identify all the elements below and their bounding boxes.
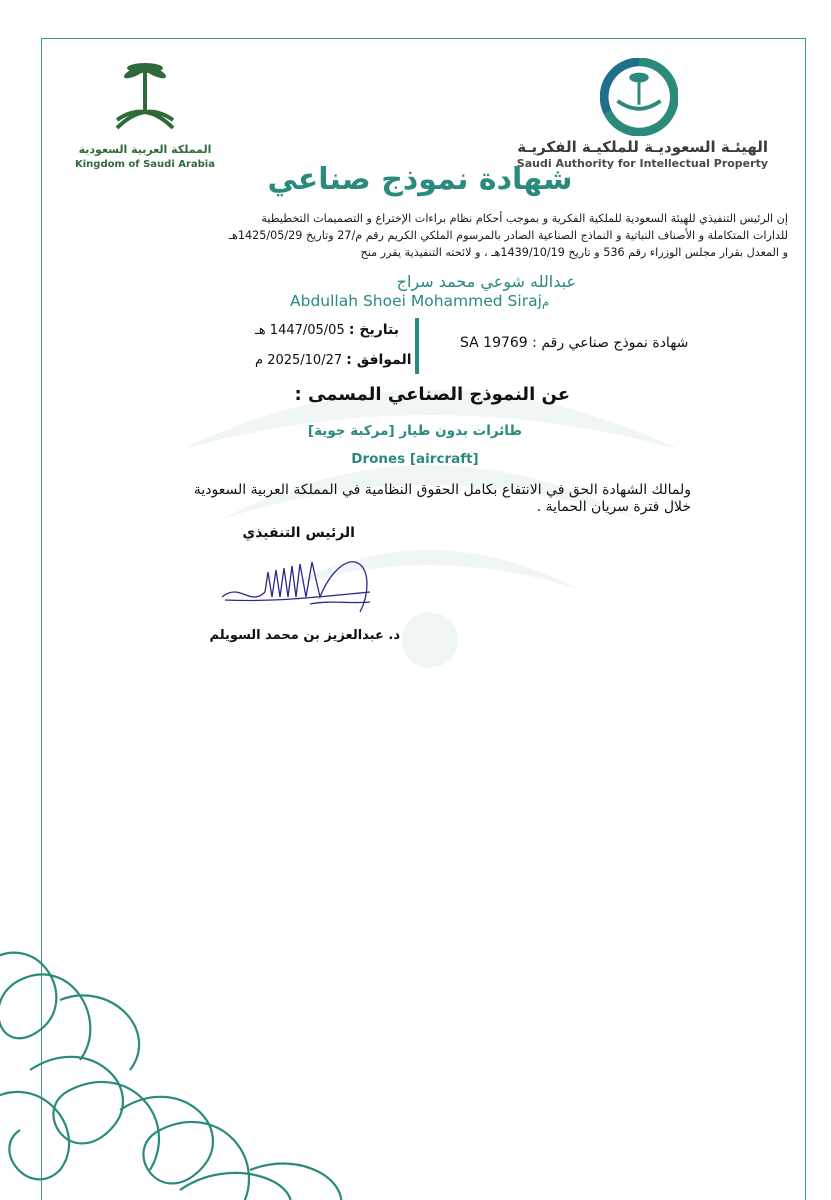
gregorian-date bbox=[255, 352, 412, 368]
holder-name-suffix: م bbox=[541, 295, 550, 309]
gregorian-date-value: 2025/10/27 م bbox=[255, 353, 343, 368]
gregorian-date-label: الموافق : bbox=[346, 352, 412, 368]
certificate-number-label: شهادة نموذج صناعي رقم : bbox=[532, 335, 689, 351]
holder-name-en-text: Abdullah Shoei Mohammed Siraj bbox=[290, 292, 542, 310]
saudi-emblem-icon bbox=[105, 58, 185, 138]
divider-bar bbox=[415, 318, 419, 374]
signatory-name: د. عبدالعزيز بن محمد السويلم bbox=[209, 628, 400, 643]
intro-text bbox=[43, 210, 788, 261]
hijri-date-value: 1447/05/05 هـ bbox=[255, 323, 345, 338]
intro-line: للدارات المتكاملة و الأصناف النباتية و النماذج الصناعية الصادر بالمرسوم الملكي الكريم رقم م/27 وتاريخ 1425/05/29هـ bbox=[228, 229, 788, 242]
holder-name-en bbox=[290, 292, 549, 310]
hijri-date bbox=[255, 322, 399, 338]
signature-icon bbox=[220, 552, 390, 622]
watermark-emblem-icon bbox=[160, 370, 700, 670]
certificate-title: شهادة نموذج صناعي bbox=[267, 162, 573, 197]
holder-name-ar: عبدالله شوعي محمد سراج bbox=[396, 272, 576, 291]
product-name-ar: طائرات بدون طيار [مركبة جوية] bbox=[307, 423, 523, 439]
product-name-en: Drones [aircraft] bbox=[351, 451, 479, 467]
authority-name-ar: الهيئـة السعوديـة للملكيـة الفكريـة bbox=[517, 138, 768, 156]
signatory-title: الرئيس التنفيذي bbox=[242, 525, 355, 541]
intro-line: إن الرئيس التنفيذي للهيئة السعودية للملكية الفكرية و بموجب أحكام نظام براءات الإختراع و التصميمات التخطيطية bbox=[261, 212, 788, 225]
model-heading: عن النموذج الصناعي المسمى : bbox=[294, 384, 570, 405]
saip-logo-icon bbox=[600, 58, 678, 136]
kingdom-name-en: Kingdom of Saudi Arabia bbox=[75, 159, 215, 170]
rights-line: خلال فترة سريان الحماية . bbox=[536, 499, 691, 515]
hijri-date-label: بتاريخ : bbox=[348, 322, 399, 338]
rights-text bbox=[131, 482, 691, 516]
decorative-swirl-icon bbox=[0, 940, 380, 1200]
authority-name-en: Saudi Authority for Intellectual Property bbox=[516, 157, 768, 170]
intro-line: و المعدل بقرار مجلس الوزراء رقم 536 و تاريخ 1439/10/19هـ ، و لائحته التنفيذية يقرر منح bbox=[360, 246, 788, 259]
certificate-number-value: SA 19769 bbox=[460, 335, 528, 351]
kingdom-name-ar: المملكة العربية السعودية bbox=[78, 143, 212, 156]
rights-line: ولمالك الشهادة الحق في الانتفاع بكامل الحقوق النظامية في المملكة العربية السعودية bbox=[193, 482, 691, 498]
certificate-number bbox=[460, 335, 688, 351]
